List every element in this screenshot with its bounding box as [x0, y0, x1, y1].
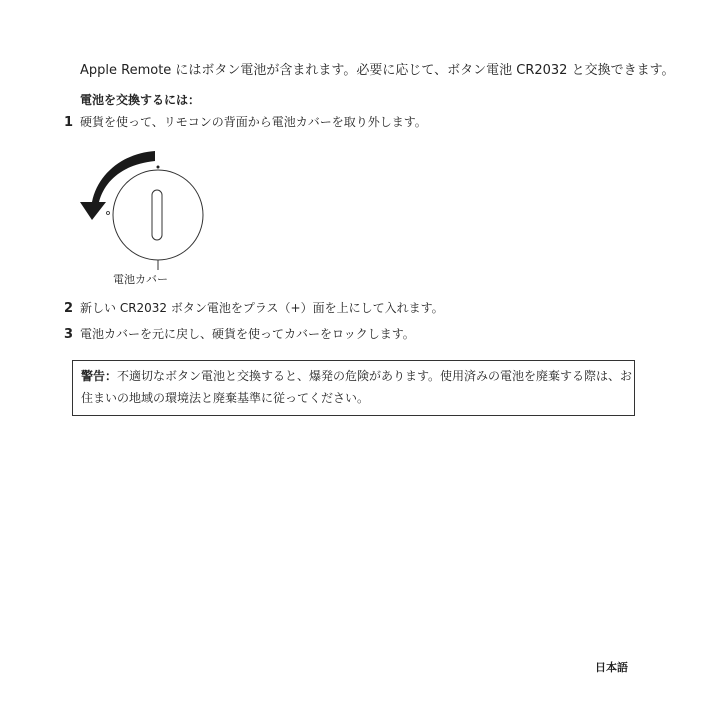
step-1	[64, 113, 427, 130]
step-text: 新しい CR2032 ボタン電池をプラス（+）面を上にして入れます。	[80, 301, 444, 315]
warning-label: 警告：	[81, 369, 118, 383]
step-number: 1	[64, 115, 74, 130]
step-text: 電池カバーを元に戻し、硬貨を使ってカバーをロックします。	[80, 327, 415, 341]
battery-cover-diagram	[72, 140, 212, 290]
warning-body: 不適切なボタン電池と交換すると、爆発の危険があります。使用済みの電池を廃棄する際は、お住まいの地域の環境法と廃棄基準に従ってください。	[81, 369, 633, 405]
step-3	[64, 325, 415, 342]
intro-paragraph: Apple Remote にはボタン電池が含まれます。必要に応じて、ボタン電池 CR2032 と交換できます。	[80, 63, 675, 78]
alignment-dot-left	[107, 212, 110, 215]
warning-box	[72, 360, 635, 416]
step-number: 2	[64, 301, 74, 316]
step-text: 硬貨を使って、リモコンの背面から電池カバーを取り外します。	[80, 115, 427, 129]
coin-slot	[152, 190, 162, 240]
warning-text	[81, 365, 634, 409]
step-2	[64, 299, 444, 316]
alignment-dot-top	[157, 166, 160, 169]
step-number: 3	[64, 327, 74, 342]
language-label: 日本語	[595, 661, 628, 674]
battery-cover-label: 電池カバー	[113, 273, 168, 286]
section-heading: 電池を交換するには：	[80, 93, 201, 107]
